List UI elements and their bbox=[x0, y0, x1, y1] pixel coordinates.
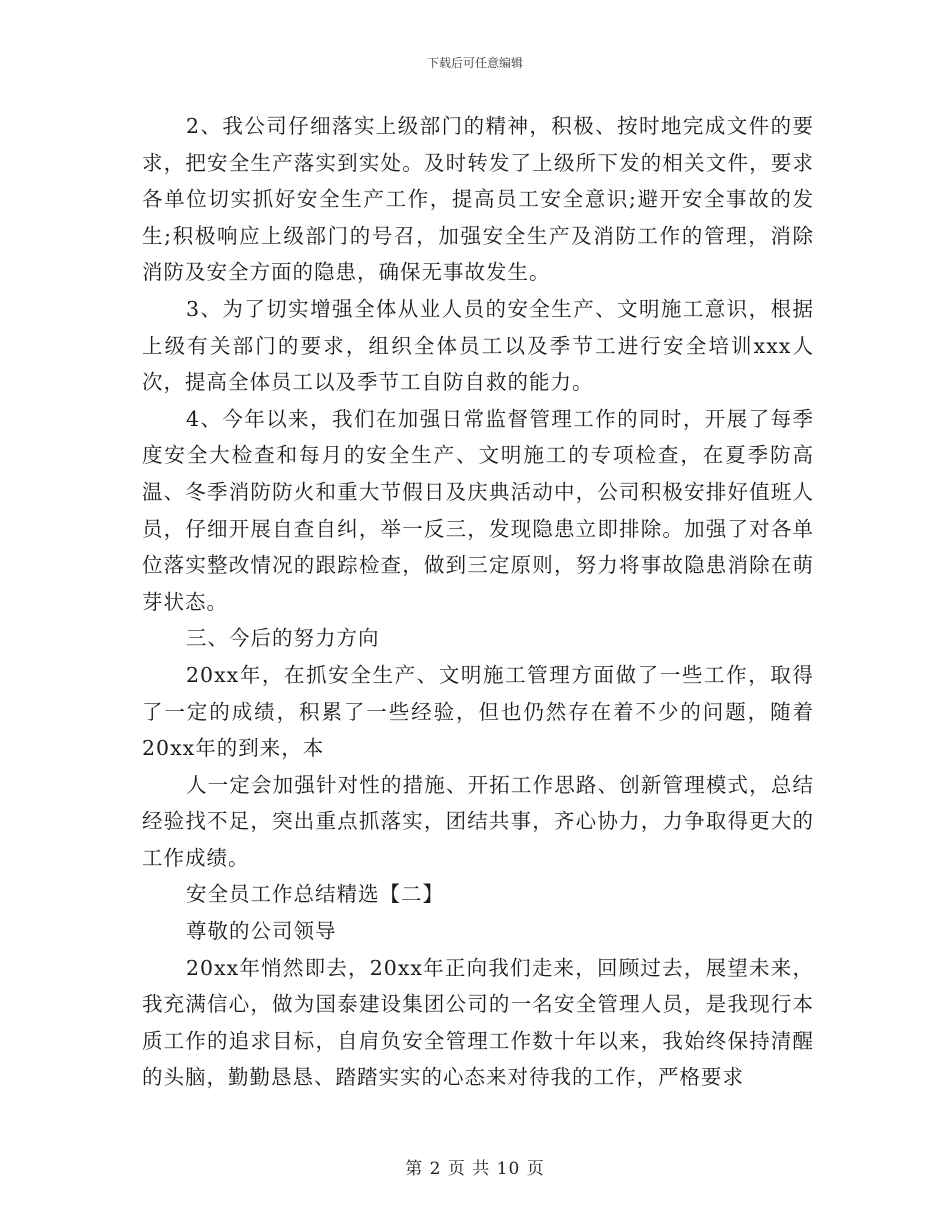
section-heading-future-direction: 三、今后的努力方向 bbox=[186, 626, 380, 651]
section-title-part-two: 安全员工作总结精选【二】 bbox=[186, 882, 444, 907]
paragraph-commitment: 人一定会加强针对性的措施、开拓工作思路、创新管理模式，总结经验找不足，突出重点抓落实，团结共事，齐心协力，力争取得更大的工作成绩。 bbox=[142, 772, 814, 870]
salutation: 尊敬的公司领导 bbox=[186, 919, 337, 944]
page-number: 第 2 页 共 10 页 bbox=[405, 1159, 545, 1179]
paragraph-summary: 20xx年，在抓安全生产、文明施工管理方面做了一些工作，取得了一定的成绩，积累了一些经验，但也仍然存在着不少的问题，随着20xx年的到来，本 bbox=[142, 662, 814, 761]
paragraph-item-3: 3、为了切实增强全体从业人员的安全生产、文明施工意识，根据上级有关部门的要求，组织全体员工以及季节工进行安全培训xxx人次，提高全体员工以及季节工自防自救的能力。 bbox=[142, 296, 814, 395]
paragraph-opening: 20xx年悄然即去，20xx年正向我们走来，回顾过去，展望未来，我充满信心，做为国泰建设集团公司的一名安全管理人员，是我现行本质工作的追求目标，自肩负安全管理工作数十年以来，我始终保持清醒的头脑，勤勤恳恳、踏踏实实的心态来对待我的工作，严格要求 bbox=[142, 955, 814, 1090]
document-body bbox=[142, 108, 814, 1096]
header-note: 下载后可任意编辑 bbox=[426, 56, 523, 70]
paragraph-item-2: 2、我公司仔细落实上级部门的精神，积极、按时地完成文件的要求，把安全生产落实到实处。及时转发了上级所下发的相关文件，要求各单位切实抓好安全生产工作，提高员工安全意识;避开安全事故的发生;积极响应上级部门的号召，加强安全生产及消防工作的管理，消除消防及安全方面的隐患，确保无事故发生。 bbox=[142, 114, 814, 285]
paragraph-item-4: 4、今年以来，我们在加强日常监督管理工作的同时，开展了每季度安全大检查和每月的安全生产、文明施工的专项检查，在夏季防高温、冬季消防防火和重大节假日及庆典活动中，公司积极安排好值班人员，仔细开展自查自纠，举一反三，发现隐患立即排除。加强了对各单位落实整改情况的跟踪检查，做到三定原则，努力将事故隐患消除在萌芽状态。 bbox=[142, 406, 814, 614]
